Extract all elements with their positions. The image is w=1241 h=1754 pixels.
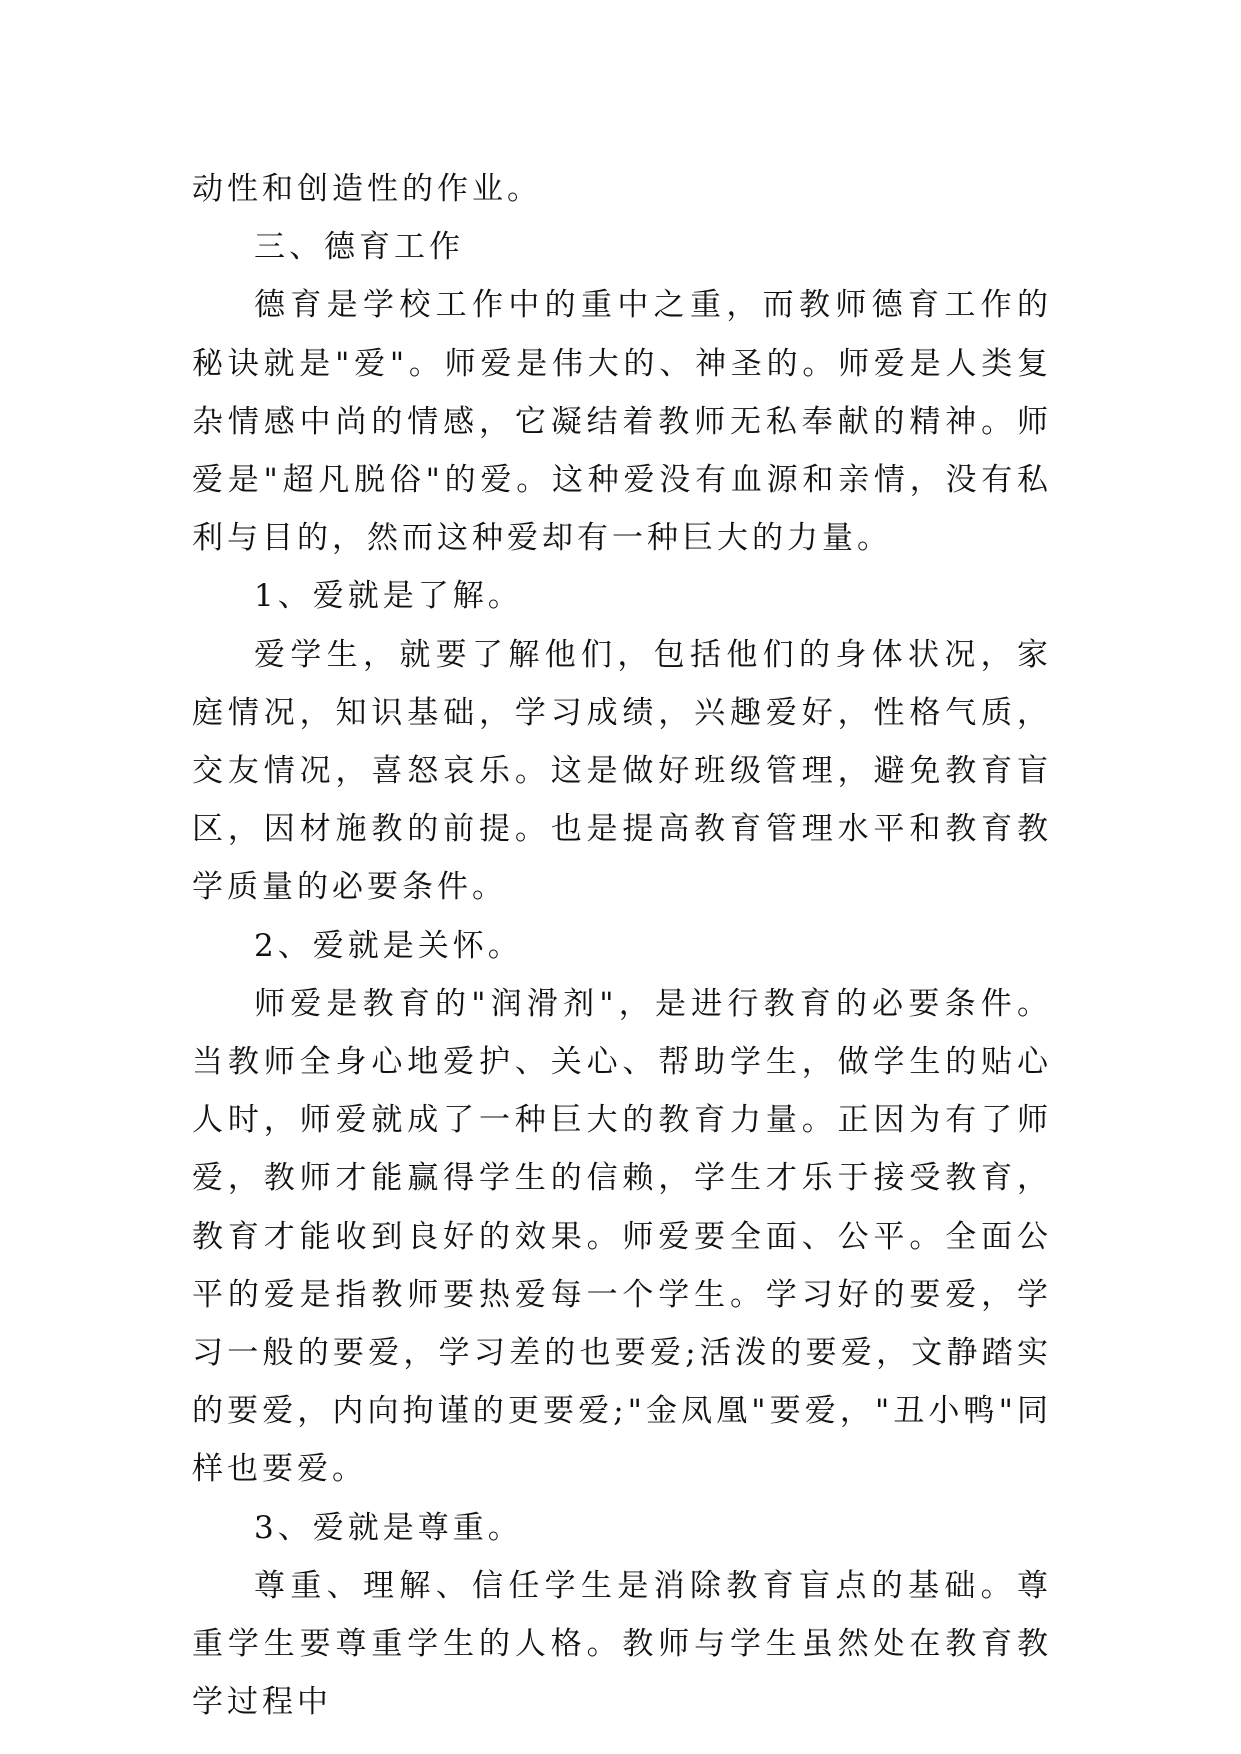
section-heading-moral-education: 三、德育工作 (254, 229, 464, 266)
paragraph-care: 师爱是教育的"润滑剂"，是进行教育的必要条件。当教师全身心地爱护、关心、帮助学生，做学生的贴心人时，师爱就成了一种巨大的教育力量。正因为有了师爱，教师才能赢得学生的信赖，学生才乐于接受教育，教育才能收到良好的效果。师爱要全面、公平。全面公平的爱是指教师要热爱每一个学生。学习好的要爱，学习一般的要爱，学习差的也要爱;活泼的要爱，文静踏实的要爱，内向拘谨的更要爱;"金凤凰"要爱，"丑小鸭"同样也要爱。 (192, 985, 1052, 1488)
paragraph-moral-education-intro: 德育是学校工作中的重中之重，而教师德育工作的秘诀就是"爱"。师爱是伟大的、神圣的。师爱是人类复杂情感中尚的情感，它凝结着教师无私奉献的精神。师爱是"超凡脱俗"的爱。这种爱没有血源和亲情，没有私利与目的，然而这种爱却有一种巨大的力量。 (192, 287, 1052, 557)
subheading-love-is-understanding: 1、爱就是了解。 (254, 578, 523, 615)
subheading-love-is-care: 2、爱就是关怀。 (254, 927, 523, 964)
paragraph-continuation: 动性和创造性的作业。 (192, 171, 542, 207)
subheading-love-is-respect: 3、爱就是尊重。 (254, 1509, 523, 1546)
paragraph-respect: 尊重、理解、信任学生是消除教育盲点的基础。尊重学生要尊重学生的人格。教师与学生虽然处在教育教学过程中 (192, 1567, 1052, 1721)
document-body (192, 160, 1052, 1731)
paragraph-understanding: 爱学生，就要了解他们，包括他们的身体状况，家庭情况，知识基础，学习成绩，兴趣爱好，性格气质，交友情况，喜怒哀乐。这是做好班级管理，避免教育盲区，因材施教的前提。也是提高教育管理水平和教育教学质量的必要条件。 (192, 636, 1052, 906)
